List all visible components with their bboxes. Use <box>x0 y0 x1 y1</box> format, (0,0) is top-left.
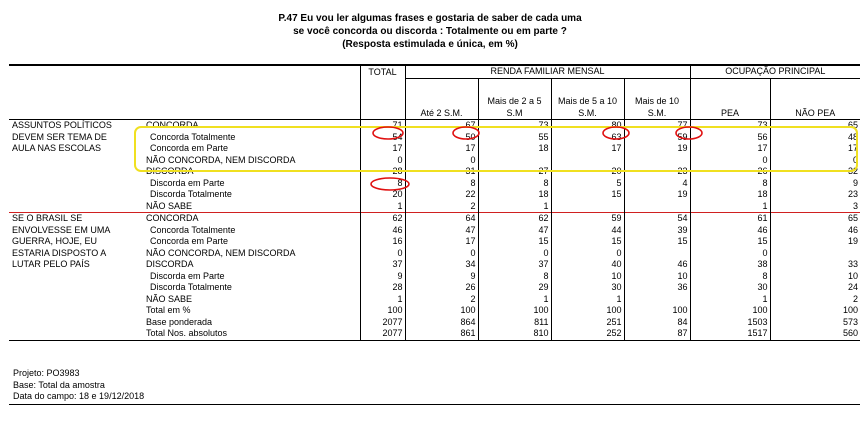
section-label-cell <box>9 271 143 283</box>
value-cell <box>551 201 624 213</box>
value-cell: 22 <box>405 189 478 201</box>
value-cell: 20 <box>551 166 624 178</box>
table-row <box>9 201 860 213</box>
value-cell: 59 <box>624 132 690 144</box>
row-label: Concorda Totalmente <box>150 131 236 142</box>
row-label: Discorda em Parte <box>150 177 225 188</box>
value-cell: 27 <box>478 166 551 178</box>
header-mais10-line2: S.M. <box>647 107 667 118</box>
value-cell: 19 <box>770 236 860 248</box>
value-cell: 0 <box>478 248 551 260</box>
value-cell: 71 <box>360 120 405 132</box>
value-cell: 24 <box>770 282 860 294</box>
totals-value-cell: 810 <box>478 328 551 340</box>
table-row <box>9 248 860 260</box>
value-cell: 40 <box>551 259 624 271</box>
row-label: DISCORDA <box>146 259 194 269</box>
value-cell: 18 <box>690 189 770 201</box>
value-cell: 0 <box>690 248 770 260</box>
value-cell <box>478 155 551 167</box>
value-cell: 17 <box>690 143 770 155</box>
row-label: DISCORDA <box>146 166 194 176</box>
value-cell: 8 <box>478 271 551 283</box>
header-row-sub <box>9 78 860 120</box>
value-cell: 37 <box>360 259 405 271</box>
header-mais2a5-line1: Mais de 2 a 5 <box>487 96 542 106</box>
value-cell: 20 <box>360 189 405 201</box>
totals-value-cell: 861 <box>405 328 478 340</box>
value-cell: 16 <box>360 236 405 248</box>
totals-value-cell: 1503 <box>690 317 770 329</box>
section-label-cell: AULA NAS ESCOLAS <box>12 143 102 153</box>
title-line-1: P.47 Eu vou ler algumas frases e gostaria de saber de cada uma <box>278 13 582 24</box>
value-cell: 8 <box>690 271 770 283</box>
row-label: Discorda Totalmente <box>150 189 232 199</box>
value-cell: 2 <box>405 201 478 213</box>
value-cell: 15 <box>690 236 770 248</box>
value-cell: 4 <box>624 178 690 190</box>
value-cell <box>624 201 690 213</box>
header-mais5a10-line1: Mais de 5 a 10 <box>557 96 618 106</box>
value-cell: 9 <box>770 178 860 190</box>
header-mais10-line1: Mais de 10 <box>635 96 680 106</box>
value-cell: 3 <box>770 201 860 213</box>
value-cell: 61 <box>690 213 770 225</box>
table-row <box>9 132 860 144</box>
title-line-3: (Resposta estimulada e única, em %) <box>342 39 518 50</box>
value-cell: 34 <box>405 259 478 271</box>
value-cell: 56 <box>690 132 770 144</box>
value-cell: 1 <box>478 294 551 306</box>
row-label: Concorda em Parte <box>150 236 229 246</box>
value-cell: 80 <box>551 120 624 132</box>
value-cell: 8 <box>360 178 405 190</box>
header-mais5a10-line2: S.M. <box>578 107 597 118</box>
totals-value-cell: 100 <box>770 305 860 317</box>
value-cell: 59 <box>551 213 624 225</box>
value-cell: 1 <box>551 294 624 306</box>
value-cell: 15 <box>551 236 624 248</box>
value-cell: 2 <box>405 294 478 306</box>
header-mais2a5 <box>478 78 551 120</box>
row-label: CONCORDA <box>143 120 360 132</box>
value-cell: 47 <box>478 225 551 237</box>
section-label-cell: GUERRA, HOJE, EU <box>12 236 98 246</box>
value-cell: 15 <box>624 236 690 248</box>
section-label-cell: ASSUNTOS POLÍTICOS <box>9 120 143 132</box>
section-label-cell <box>9 189 143 201</box>
value-cell: 28 <box>360 166 405 178</box>
section-label-cell <box>9 305 143 317</box>
value-cell: 65 <box>770 120 860 132</box>
value-cell: 46 <box>770 225 860 237</box>
value-cell: 31 <box>405 166 478 178</box>
section-label-cell <box>9 178 143 190</box>
value-cell: 1 <box>360 201 405 213</box>
row-label: Discorda em Parte <box>150 270 225 281</box>
header-ate2 <box>405 78 478 120</box>
value-cell: 17 <box>551 143 624 155</box>
row-label: NÃO SABE <box>146 293 193 304</box>
section-label-cell: ENVOLVESSE EM UMA <box>12 224 111 235</box>
value-cell: 2 <box>770 294 860 306</box>
value-cell: 65 <box>770 213 860 225</box>
value-cell: 28 <box>360 282 405 294</box>
value-cell: 0 <box>360 155 405 167</box>
totals-row <box>9 305 860 317</box>
totals-value-cell: 573 <box>770 317 860 329</box>
value-cell: 23 <box>770 189 860 201</box>
value-cell <box>624 294 690 306</box>
table-row <box>9 155 860 167</box>
totals-value-cell: 100 <box>551 305 624 317</box>
value-cell: 29 <box>478 282 551 294</box>
value-cell: 0 <box>360 248 405 260</box>
totals-value-cell: 1517 <box>690 328 770 340</box>
value-cell <box>551 155 624 167</box>
value-cell: 1 <box>478 201 551 213</box>
totals-value-cell: 252 <box>551 328 624 340</box>
header-ate2-text: Até 2 S.M. <box>420 107 463 118</box>
totals-value-cell: 100 <box>624 305 690 317</box>
totals-value-cell: 87 <box>624 328 690 340</box>
value-cell: 47 <box>405 225 478 237</box>
section-label-cell <box>9 155 143 167</box>
value-cell: 62 <box>360 213 405 225</box>
totals-row <box>9 317 860 329</box>
section-label-cell: LUTAR PELO PAÍS <box>12 259 90 269</box>
value-cell: 46 <box>624 259 690 271</box>
totals-value-cell: 100 <box>690 305 770 317</box>
row-label: NÃO CONCORDA, NEM DISCORDA <box>146 154 296 165</box>
table-row <box>9 282 860 294</box>
value-cell: 73 <box>690 120 770 132</box>
question-title <box>0 12 860 51</box>
value-cell: 8 <box>405 178 478 190</box>
value-cell: 15 <box>551 189 624 201</box>
footer-projeto: Projeto: PO3983 <box>13 368 80 378</box>
section-label-cell: SE O BRASIL SE <box>9 213 143 225</box>
value-cell: 9 <box>405 271 478 283</box>
value-cell: 64 <box>405 213 478 225</box>
results-table <box>9 64 860 341</box>
header-mais2a5-line2: S.M <box>506 107 523 118</box>
totals-row <box>9 328 860 340</box>
value-cell: 37 <box>478 259 551 271</box>
section-label-cell <box>9 317 143 329</box>
value-cell: 0 <box>405 248 478 260</box>
header-pea: PEA <box>690 78 770 120</box>
value-cell <box>770 248 860 260</box>
totals-value-cell: 100 <box>405 305 478 317</box>
value-cell: 17 <box>770 143 860 155</box>
value-cell: 73 <box>478 120 551 132</box>
table-row <box>9 120 860 132</box>
value-cell: 32 <box>770 166 860 178</box>
value-cell: 19 <box>624 143 690 155</box>
totals-value-cell: 864 <box>405 317 478 329</box>
value-cell: 0 <box>405 155 478 167</box>
title-line-2: se você concorda ou discorda : Totalmente ou em parte ? <box>293 26 567 37</box>
value-cell: 48 <box>770 132 860 144</box>
totals-value-cell: 811 <box>478 317 551 329</box>
value-cell: 19 <box>624 189 690 201</box>
table-row <box>9 259 860 271</box>
value-cell: 23 <box>624 166 690 178</box>
row-label: NÃO SABE <box>146 200 193 211</box>
table-row <box>9 271 860 283</box>
totals-value-cell: 2077 <box>360 328 405 340</box>
table-row <box>9 166 860 178</box>
value-cell: 0 <box>551 248 624 260</box>
totals-label: Base ponderada <box>146 316 213 327</box>
totals-value-cell: 100 <box>478 305 551 317</box>
table-row <box>9 178 860 190</box>
table-row <box>9 189 860 201</box>
footer-data: Data do campo: 18 e 19/12/2018 <box>13 391 145 401</box>
section-label-cell <box>9 166 143 178</box>
value-cell <box>624 248 690 260</box>
header-mais10 <box>624 78 690 120</box>
value-cell: 10 <box>551 271 624 283</box>
totals-value-cell: 2077 <box>360 317 405 329</box>
value-cell: 15 <box>478 236 551 248</box>
value-cell: 54 <box>624 213 690 225</box>
value-cell: 26 <box>405 282 478 294</box>
totals-label: Total em % <box>146 305 191 315</box>
value-cell: 8 <box>478 178 551 190</box>
header-total: TOTAL <box>360 65 405 78</box>
value-cell: 10 <box>624 271 690 283</box>
row-label: Concorda em Parte <box>150 143 229 153</box>
value-cell: 67 <box>405 120 478 132</box>
table-row <box>9 213 860 225</box>
value-cell: 1 <box>690 201 770 213</box>
value-cell: 44 <box>551 225 624 237</box>
value-cell: 17 <box>405 143 478 155</box>
footer-rule <box>9 404 860 405</box>
value-cell: 39 <box>624 225 690 237</box>
header-row-top <box>9 65 860 78</box>
value-cell: 33 <box>770 259 860 271</box>
value-cell: 62 <box>478 213 551 225</box>
table-row <box>9 294 860 306</box>
value-cell: 26 <box>690 166 770 178</box>
section-label-cell <box>9 328 143 340</box>
value-cell: 8 <box>690 178 770 190</box>
value-cell: 18 <box>478 189 551 201</box>
value-cell: 38 <box>690 259 770 271</box>
footer-notes <box>13 368 144 403</box>
row-label: Discorda Totalmente <box>150 282 232 292</box>
header-ocupacao: OCUPAÇÃO PRINCIPAL <box>690 65 860 78</box>
value-cell: 1 <box>360 294 405 306</box>
value-cell <box>624 155 690 167</box>
value-cell: 55 <box>478 132 551 144</box>
value-cell: 77 <box>624 120 690 132</box>
totals-value-cell: 84 <box>624 317 690 329</box>
table-row <box>9 143 860 155</box>
value-cell: 18 <box>478 143 551 155</box>
value-cell: 50 <box>405 132 478 144</box>
value-cell: 9 <box>360 271 405 283</box>
footer-base: Base: Total da amostra <box>13 379 105 390</box>
table-row <box>9 236 860 248</box>
row-label: CONCORDA <box>143 213 360 225</box>
value-cell: 46 <box>690 225 770 237</box>
totals-value-cell: 251 <box>551 317 624 329</box>
value-cell: 63 <box>551 132 624 144</box>
section-label-cell: ESTARIA DISPOSTO A <box>12 247 107 258</box>
section-label-cell <box>9 282 143 294</box>
header-mais5a10 <box>551 78 624 120</box>
header-naopea: NÃO PEA <box>770 78 860 120</box>
totals-value-cell: 560 <box>770 328 860 340</box>
value-cell: 1 <box>690 294 770 306</box>
section-label-cell <box>9 294 143 306</box>
value-cell: 30 <box>551 282 624 294</box>
value-cell: 54 <box>360 132 405 144</box>
row-label: Concorda Totalmente <box>150 224 236 235</box>
totals-value-cell: 100 <box>360 305 405 317</box>
value-cell: 36 <box>624 282 690 294</box>
value-cell: 10 <box>770 271 860 283</box>
value-cell: 5 <box>551 178 624 190</box>
value-cell: 30 <box>690 282 770 294</box>
value-cell: 17 <box>360 143 405 155</box>
value-cell: 0 <box>770 155 860 167</box>
section-label-cell <box>9 201 143 213</box>
table-row <box>9 225 860 237</box>
totals-label: Total Nos. absolutos <box>143 328 360 340</box>
header-renda: RENDA FAMILIAR MENSAL <box>405 65 690 78</box>
value-cell: 0 <box>690 155 770 167</box>
value-cell: 17 <box>405 236 478 248</box>
row-label: NÃO CONCORDA, NEM DISCORDA <box>146 247 296 258</box>
section-label-cell: DEVEM SER TEMA DE <box>12 131 107 142</box>
value-cell: 46 <box>360 225 405 237</box>
